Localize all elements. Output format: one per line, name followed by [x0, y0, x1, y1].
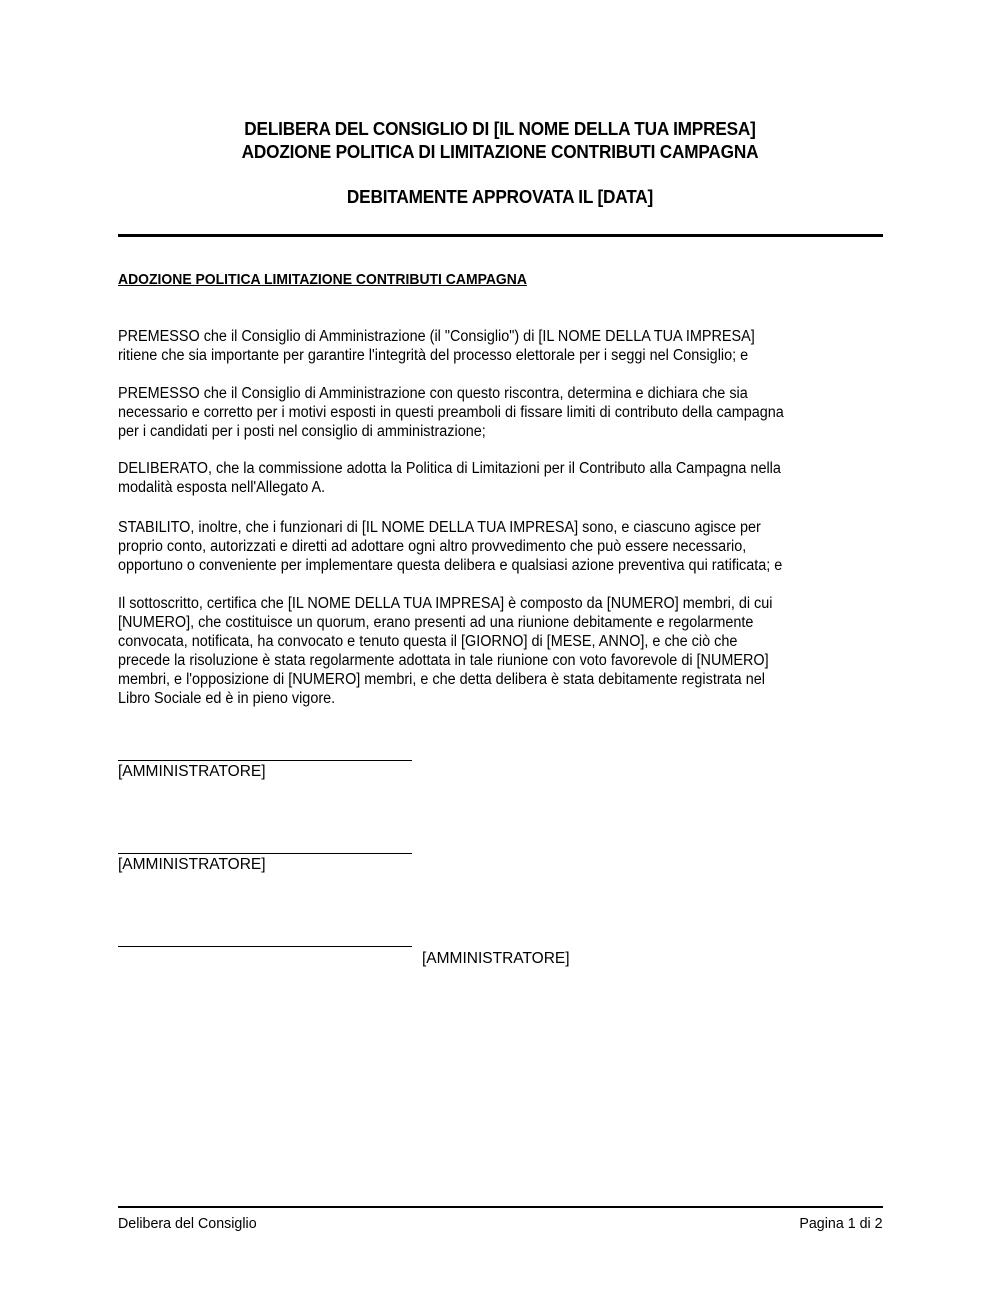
- paragraph-line: membri, e l'opposizione di [NUMERO] membri, e che detta delibera è stata debitamente registrata nel: [118, 671, 765, 688]
- paragraph-premesso-1: [118, 327, 853, 365]
- signature-line-2: [118, 853, 412, 854]
- paragraph-line: PREMESSO che il Consiglio di Amministrazione (il "Consiglio") di [IL NOME DELLA TUA IMPRESA]: [118, 328, 755, 345]
- paragraph-line: modalità esposta nell'Allegato A.: [118, 479, 326, 496]
- footer-document-name: Delibera del Consiglio: [118, 1215, 257, 1232]
- document-title-line-2: ADOZIONE POLITICA DI LIMITAZIONE CONTRIBUTI CAMPAGNA: [241, 141, 759, 162]
- paragraph-line: precede la risoluzione è stata regolarmente adottata in tale riunione con voto favorevole di [NUMERO]: [118, 652, 769, 669]
- paragraph-line: Libro Sociale ed è in pieno vigore.: [118, 690, 336, 707]
- paragraph-stabilito: [118, 518, 853, 575]
- paragraph-deliberato: [118, 459, 853, 497]
- footer-page-number: Pagina 1 di 2: [799, 1215, 883, 1232]
- footer-divider: [118, 1206, 883, 1208]
- paragraph-line: Il sottoscritto, certifica che [IL NOME DELLA TUA IMPRESA] è composto da [NUMERO] membri, di cui: [118, 595, 773, 612]
- paragraph-line: ritiene che sia importante per garantire l'integrità del processo elettorale per i seggi nel Consiglio; e: [118, 347, 749, 364]
- paragraph-line: [NUMERO], che costituisce un quorum, erano presenti ad una riunione debitamente e regolarmente: [118, 614, 754, 631]
- signature-line-1: [118, 760, 412, 761]
- paragraph-line: per i candidati per i posti nel consiglio di amministrazione;: [118, 423, 486, 440]
- section-heading: ADOZIONE POLITICA LIMITAZIONE CONTRIBUTI CAMPAGNA: [118, 271, 527, 288]
- paragraph-premesso-2: [118, 384, 853, 441]
- paragraph-line: DELIBERATO, che la commissione adotta la Politica di Limitazioni per il Contributo alla Campagna nella: [118, 460, 781, 477]
- title-divider: [118, 234, 883, 237]
- signature-label-3: [AMMINISTRATORE]: [422, 950, 570, 967]
- paragraph-certificazione: [118, 594, 853, 708]
- paragraph-line: STABILITO, inoltre, che i funzionari di [IL NOME DELLA TUA IMPRESA] sono, e ciascuno agisce per: [118, 519, 761, 536]
- paragraph-line: opportuno o conveniente per implementare questa delibera e qualsiasi azione preventiva qui ratificata; e: [118, 557, 783, 574]
- signature-line-3: [118, 946, 412, 947]
- paragraph-line: necessario e corretto per i motivi esposti in questi preamboli di fissare limiti di contributo della campagna: [118, 404, 784, 421]
- signature-label-2: [AMMINISTRATORE]: [118, 856, 266, 873]
- paragraph-line: convocata, notificata, ha convocato e tenuto questa il [GIORNO] di [MESE, ANNO], e che ciò che: [118, 633, 738, 650]
- paragraph-line: PREMESSO che il Consiglio di Amministrazione con questo riscontra, determina e dichiara che sia: [118, 385, 748, 402]
- document-title-line-1: DELIBERA DEL CONSIGLIO DI [IL NOME DELLA TUA IMPRESA]: [244, 118, 756, 139]
- document-subtitle: DEBITAMENTE APPROVATA IL [DATA]: [346, 186, 654, 207]
- signature-label-1: [AMMINISTRATORE]: [118, 763, 266, 780]
- paragraph-line: proprio conto, autorizzati e diretti ad adottare ogni altro provvedimento che può essere necessario,: [118, 538, 747, 555]
